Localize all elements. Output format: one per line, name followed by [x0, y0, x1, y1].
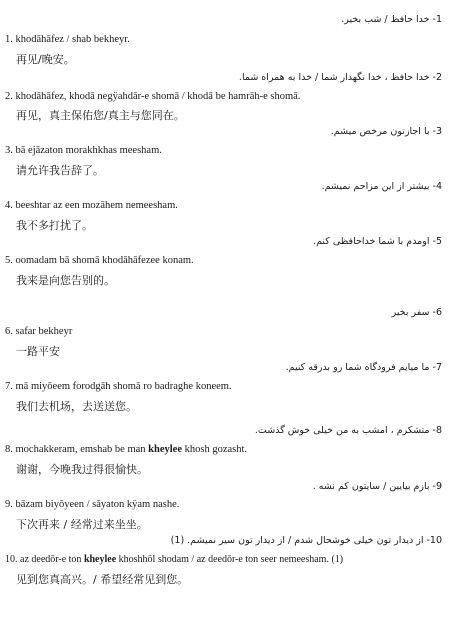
- transliteration-line-5: 5. oomadam bā shomā khodāhāfezee konam.: [5, 255, 194, 266]
- chinese-line-8: 谢谢，今晚我过得很愉快。: [16, 463, 148, 476]
- chinese-line-2: 再见，真主保佑您/真主与您同在。: [16, 109, 185, 122]
- persian-line-3: 3- با اجازتون مرخص میشم.: [330, 126, 442, 137]
- transliteration-line-6: 6. safar bekheyr: [5, 326, 73, 337]
- persian-line-10: 10- از دیدار تون خیلی خوشحال شدم / از دیدار تون سیر نمیشم. (1): [170, 535, 442, 546]
- persian-line-7: 7- ما میایم فرودگاه شما رو بدرقه کنیم.: [285, 362, 442, 373]
- transliteration-line-9: 9. bāzam biyōyeen / sāyaton kÿam nashe.: [5, 499, 180, 510]
- persian-line-1: 1- خدا حافظ / شب بخیر.: [341, 14, 442, 25]
- chinese-line-1: 再见/晚安。: [16, 53, 75, 66]
- chinese-line-3: 请允许我告辞了。: [16, 164, 104, 177]
- transliteration-line-2: 2. khodāhāfez, khodā negÿahdār-e shomā / khodā be hamrāh-e shomā.: [5, 91, 301, 102]
- chinese-line-10: 见到您真高兴。/ 希望经常见到您。: [16, 573, 189, 586]
- persian-line-2: 2- خدا حافظ ، خدا نگهدار شما / خدا به همراه شما.: [238, 72, 442, 83]
- persian-line-8: 8- متشکرم ، امشب به من خیلی خوش گذشت.: [254, 425, 442, 436]
- transliteration-line-1: 1. khodāhāfez / shab bekheyr.: [5, 34, 130, 45]
- transliteration-line-10: 10. az deedōr-e ton kheylee khoshhōl shodam / az deedōr-e ton seer nemeesham. (1): [5, 554, 344, 565]
- transliteration-line-7: 7. mā miyōeem forodgāh shomā ro badraghe koneem.: [5, 381, 232, 392]
- persian-line-4: 4- بیشتر از این مزاحم نمیشم.: [321, 181, 442, 192]
- chinese-line-7: 我们去机场，去送送您。: [16, 400, 137, 413]
- transliteration-line-3: 3. bā ejāzaton morakhkhas meesham.: [5, 145, 162, 156]
- chinese-line-5: 我来是向您告别的。: [16, 274, 115, 287]
- scan-mark: [218, 402, 230, 405]
- chinese-line-9: 下次再来 / 经常过来坐坐。: [16, 518, 148, 531]
- persian-line-5: 5- اومدم با شما خداحافظی کنم.: [313, 236, 442, 247]
- chinese-line-4: 我不多打扰了。: [16, 219, 93, 232]
- transliteration-line-8: 8. mochakkeram, emshab be man kheylee khosh gozasht.: [5, 444, 248, 455]
- chinese-line-6: 一路平安: [16, 345, 60, 358]
- persian-line-6: 6- سفر بخیر: [391, 307, 442, 318]
- transliteration-line-4: 4. beeshtar az een mozāhem nemeesham.: [5, 200, 178, 211]
- persian-line-9: 9- بازم بیایین / سایتون کم نشه .: [312, 481, 442, 492]
